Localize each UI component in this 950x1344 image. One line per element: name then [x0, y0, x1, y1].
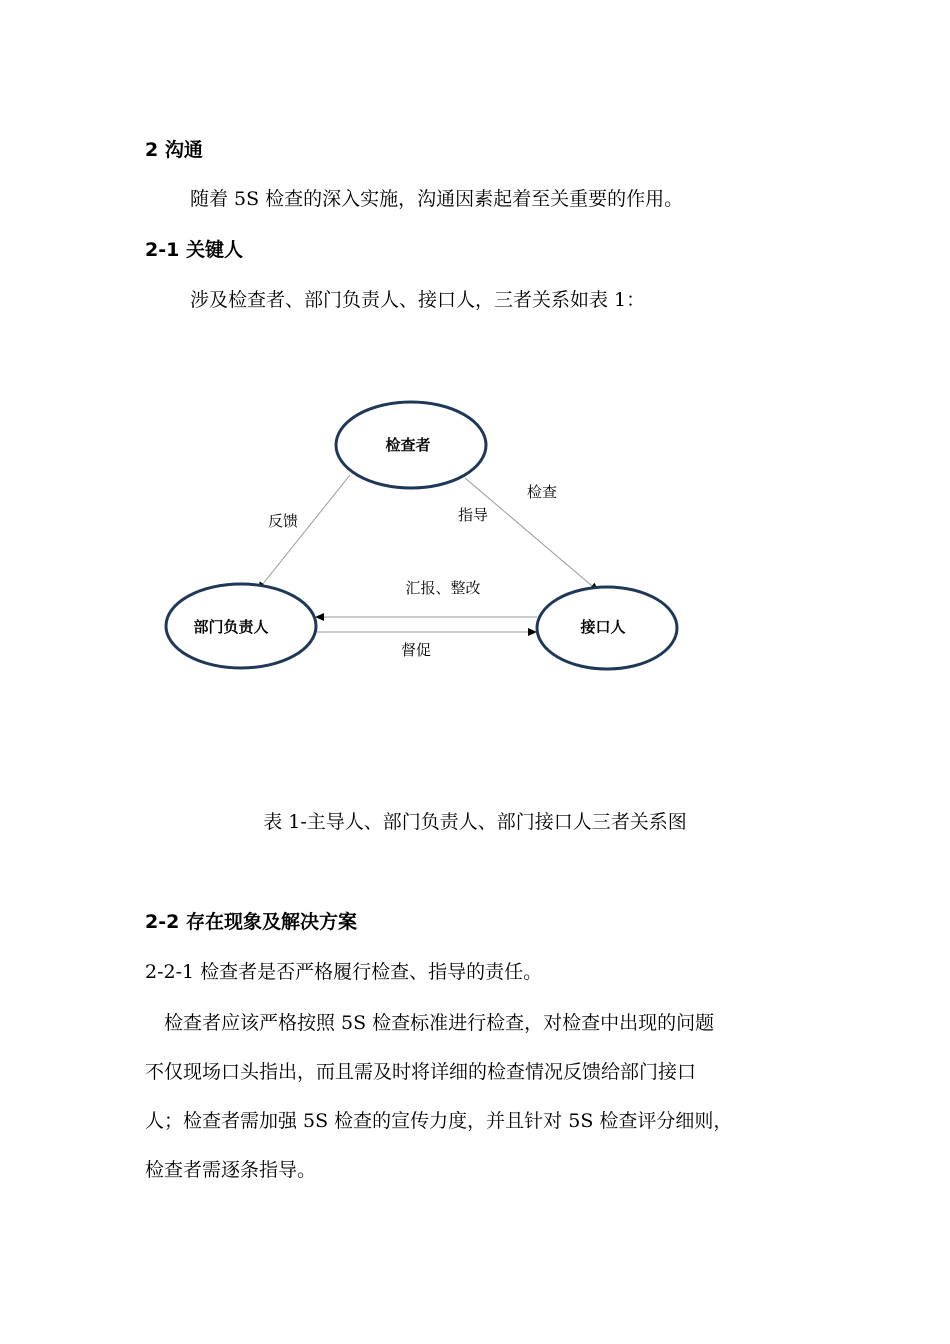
diagram-caption: 表 1-主导人、部门负责人、部门接口人三者关系图: [263, 811, 687, 833]
body-line: 人；检查者需加强 5S 检查的宣传力度，并且针对 5S 检查评分细则，: [145, 1110, 733, 1132]
urge-label: 督促: [400, 641, 432, 659]
dept-head-node: [166, 584, 316, 668]
section-2-1-heading: 2-1 关键人: [145, 239, 243, 261]
inspector-node: [336, 402, 486, 488]
section-2-1-intro: 涉及检查者、部门负责人、接口人，三者关系如表 1：: [190, 289, 646, 311]
section-2-2-heading: 2-2 存在现象及解决方案: [145, 911, 357, 933]
body-line: 检查者需逐条指导。: [145, 1159, 317, 1181]
body-line: 不仅现场口头指出，而且需及时将详细的检查情况反馈给部门接口: [145, 1061, 697, 1083]
interface-node: [537, 587, 677, 669]
body-line: 检查者应该严格按照 5S 检查标准进行检查，对检查中出现的问题: [145, 1012, 715, 1034]
interface-label: 接口人: [580, 618, 626, 636]
feedback-arrow: [258, 475, 350, 590]
section-2-2-1-body: [145, 1008, 825, 1204]
guide-label: 指导: [457, 506, 489, 524]
section-2-2-1-item: 2-2-1 检查者是否严格履行检查、指导的责任。: [145, 961, 543, 983]
inspector-label: 检查者: [385, 436, 431, 454]
check-label: 检查: [526, 483, 558, 501]
section-2-intro: 随着 5S 检查的深入实施，沟通因素起着至关重要的作用。: [190, 188, 684, 210]
section-2-heading: 2 沟通: [145, 139, 203, 161]
report-rectify-label: 汇报、整改: [405, 579, 481, 597]
feedback-label: 反馈: [267, 512, 299, 530]
dept-head-label: 部门负责人: [193, 618, 269, 636]
